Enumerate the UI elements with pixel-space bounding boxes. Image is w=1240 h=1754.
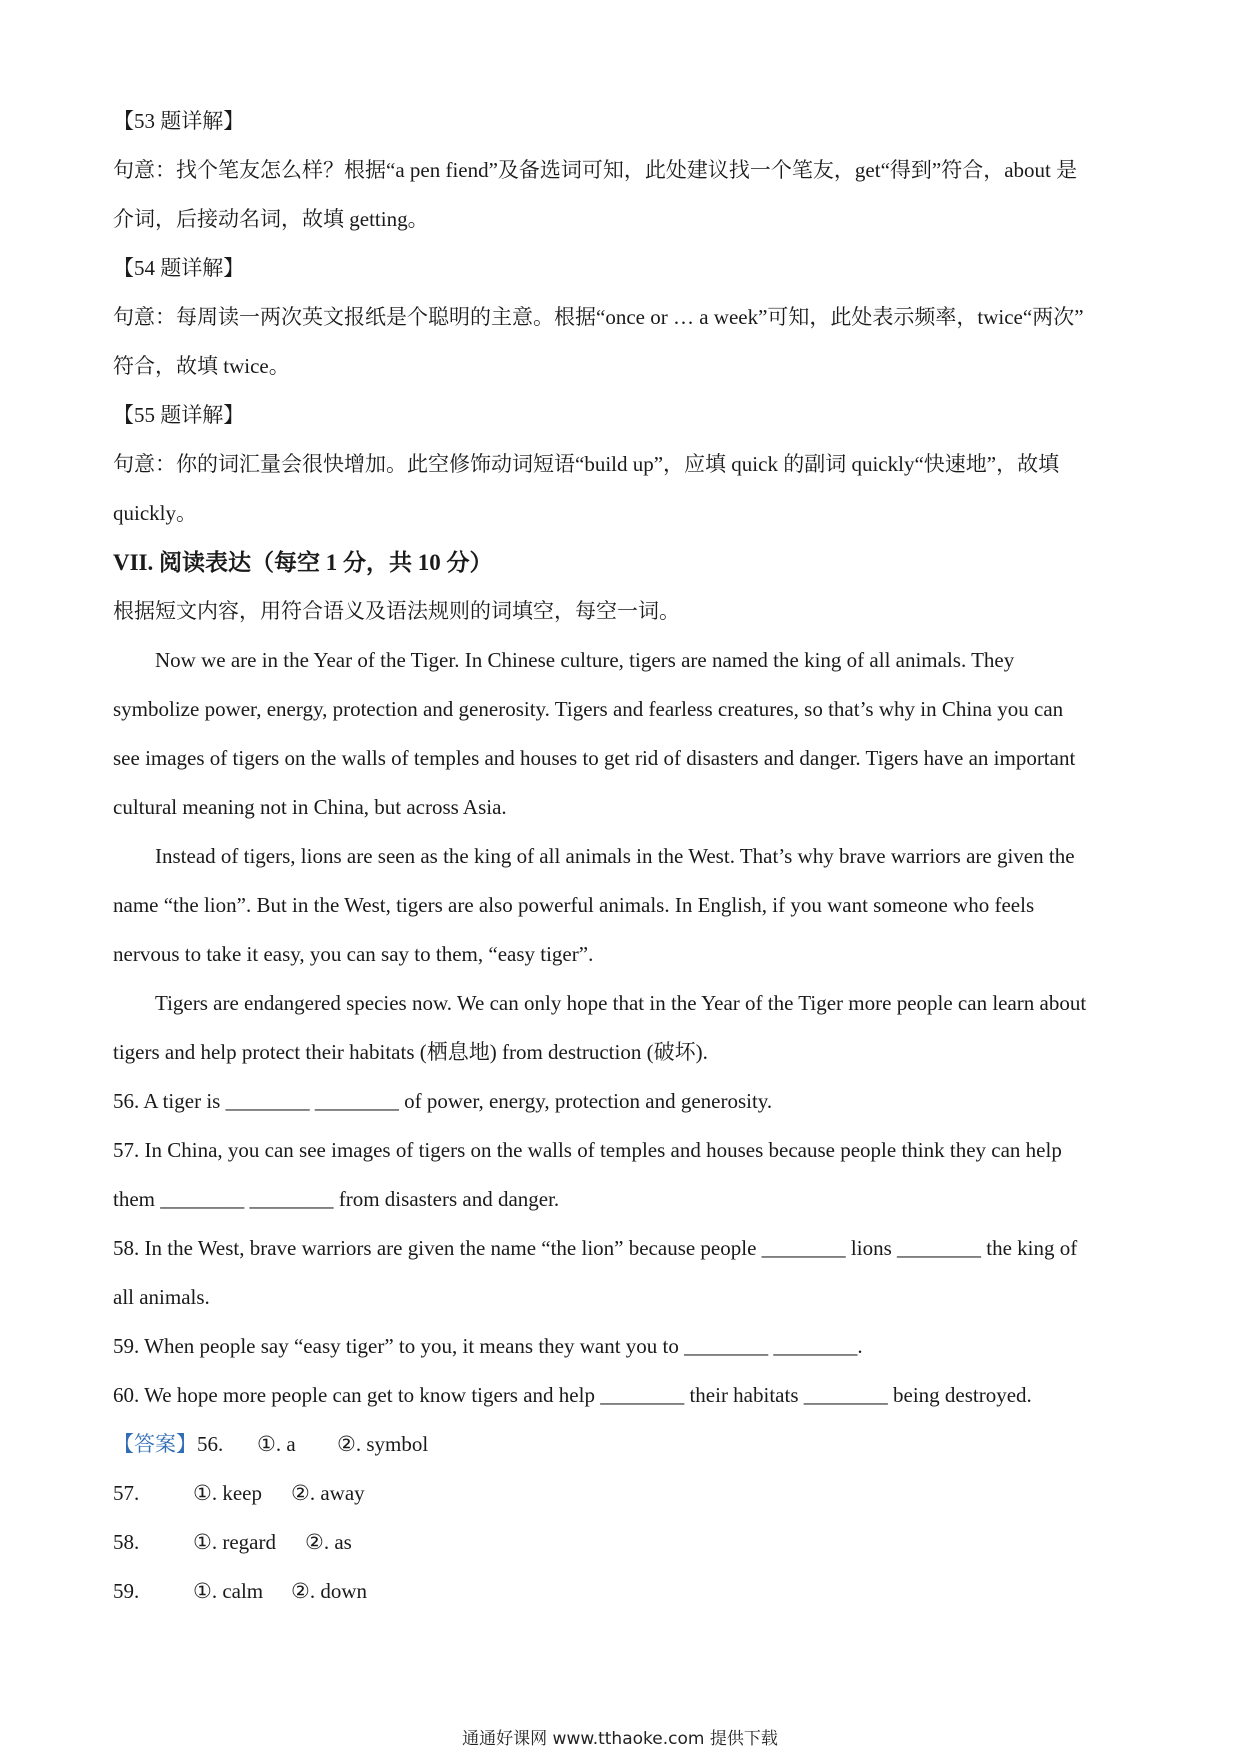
answer-option-a: ①. regard — [193, 1530, 276, 1554]
answer-option-a: ①. keep — [193, 1481, 262, 1505]
question-56: 56. A tiger is ________ ________ of power, energy, protection and generosity. — [113, 1089, 773, 1113]
section-title: VII. 阅读表达（每空 1 分，共 10 分） — [113, 550, 493, 575]
answer-option-b: ②. symbol — [337, 1432, 429, 1456]
answer-option-b: ②. down — [291, 1579, 367, 1603]
explanation-53-line-2: 介词，后接动名词，故填 getting。 — [113, 207, 429, 231]
explanation-53-line-1: 句意：找个笔友怎么样？根据“a pen fiend”及备选词可知，此处建议找一个笔友，get“得到”符合，about 是 — [113, 158, 1078, 182]
passage-p1-line-1: Now we are in the Year of the Tiger. In Chinese culture, tigers are named the king of all animals. They — [155, 648, 1015, 672]
answer-option-b: ②. away — [291, 1481, 365, 1505]
passage-p1-line-4: cultural meaning not in China, but across Asia. — [113, 795, 507, 819]
explanation-53-header: 【53 题详解】 — [113, 109, 245, 133]
explanation-55-header: 【55 题详解】 — [113, 403, 245, 427]
document-content — [113, 97, 1133, 1616]
explanation-55-line-2: quickly。 — [113, 501, 197, 525]
question-60: 60. We hope more people can get to know tigers and help ________ their habitats ________ being destroyed. — [113, 1383, 1032, 1407]
answer-option-b: ②. as — [305, 1530, 352, 1554]
explanation-54-header: 【54 题详解】 — [113, 256, 245, 280]
question-57-line-1: 57. In China, you can see images of tigers on the walls of temples and houses because people think they can help — [113, 1138, 1062, 1162]
passage-p1-line-2: symbolize power, energy, protection and generosity. Tigers and fearless creatures, so that’s why in China you can — [113, 697, 1064, 721]
explanation-55-line-1: 句意：你的词汇量会很快增加。此空修饰动词短语“build up”，应填 quick 的副词 quickly“快速地”，故填 — [113, 452, 1060, 476]
answer-num: 58. — [113, 1530, 140, 1554]
passage-p3-line-1: Tigers are endangered species now. We can only hope that in the Year of the Tiger more people can learn about — [155, 991, 1087, 1015]
passage-p3-line-2: tigers and help protect their habitats (栖息地) from destruction (破坏). — [113, 1040, 708, 1064]
page-footer: 通通好课网 www.tthaoke.com 提供下载 — [462, 1729, 778, 1749]
answer-tag: 【答案】 — [113, 1432, 197, 1456]
answer-option-a: ①. a — [257, 1432, 296, 1456]
explanation-54-line-2: 符合，故填 twice。 — [113, 354, 290, 378]
answer-row-57 — [113, 1469, 1133, 1518]
answer-num: 59. — [113, 1579, 140, 1603]
section-instruction: 根据短文内容，用符合语义及语法规则的词填空，每空一词。 — [113, 599, 680, 623]
passage-p2-line-2: name “the lion”. But in the West, tigers are also powerful animals. In English, if you want someone who feels — [113, 893, 1035, 917]
passage-p2-line-1: Instead of tigers, lions are seen as the king of all animals in the West. That’s why brave warriors are given the — [155, 844, 1075, 868]
explanation-54-line-1: 句意：每周读一两次英文报纸是个聪明的主意。根据“once or … a week”可知，此处表示频率，twice“两次” — [113, 305, 1084, 329]
question-57-line-2: them ________ ________ from disasters and danger. — [113, 1187, 560, 1211]
answer-row-56 — [113, 1420, 1133, 1469]
answer-option-a: ①. calm — [193, 1579, 264, 1603]
passage-p2-line-3: nervous to take it easy, you can say to them, “easy tiger”. — [113, 942, 594, 966]
answer-num: 56. — [197, 1432, 224, 1456]
answer-row-58 — [113, 1518, 1133, 1567]
passage-p1-line-3: see images of tigers on the walls of temples and houses to get rid of disasters and danger. Tigers have an important — [113, 746, 1076, 770]
answer-num: 57. — [113, 1481, 140, 1505]
question-59: 59. When people say “easy tiger” to you, it means they want you to ________ ________. — [113, 1334, 863, 1358]
answer-row-59 — [113, 1567, 1133, 1616]
question-58-line-2: all animals. — [113, 1285, 210, 1309]
question-58-line-1: 58. In the West, brave warriors are given the name “the lion” because people ________ lions ________ the king of — [113, 1236, 1078, 1260]
